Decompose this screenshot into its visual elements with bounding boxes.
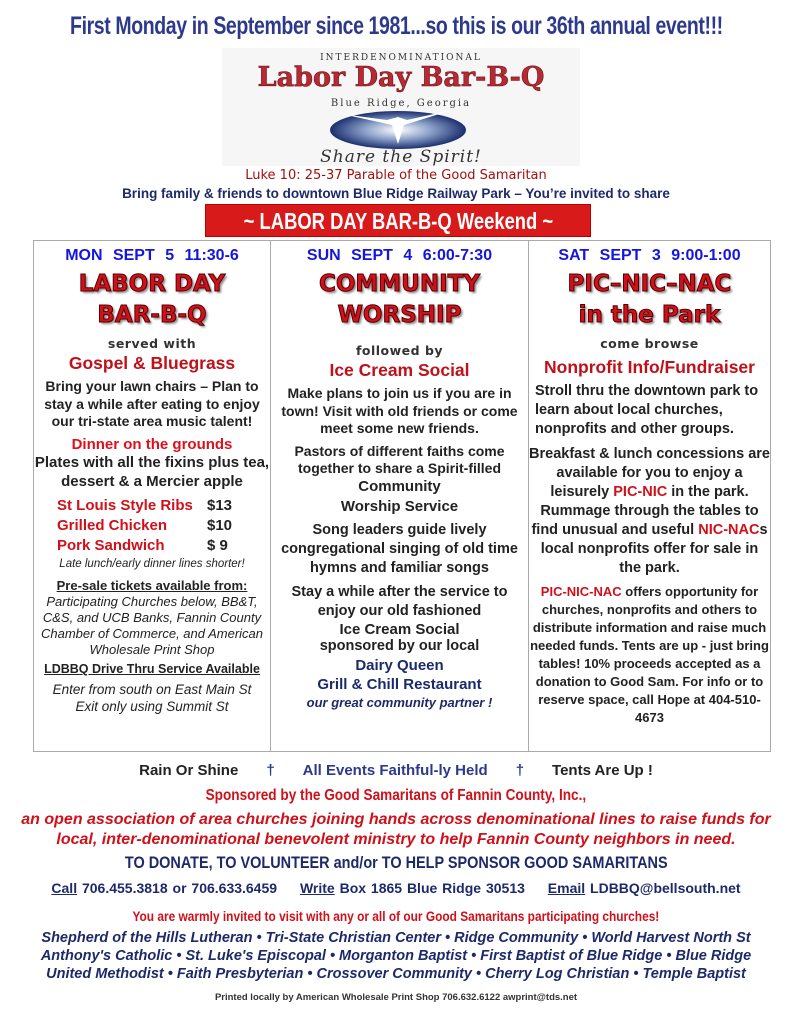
content-flow [0, 240, 792, 1004]
menu-price: $13 [207, 496, 233, 514]
event-heading: WORSHIP [337, 302, 462, 328]
text: offers opportunity for churches, nonprofits and others to distribute information and raise much needed funds. Tents are up - just bring tables! 10% proceeds accepted as a donation to Good Sam. For info or to reserve space, call Hope at 404-510-4673 [530, 584, 769, 725]
event-heading: COMMUNITY [318, 271, 481, 297]
menu-item: St Louis Style Ribs [57, 496, 193, 514]
feature-title: Dinner on the grounds [71, 435, 233, 453]
highlight: Worship Service [340, 498, 459, 515]
subheading: come browse [600, 336, 699, 351]
phone-numbers: 706.455.3818 or 706.633.6459 [77, 880, 278, 896]
paragraph: Bring your lawn chairs – Plan to stay a while after eating to enjoy our tri-state area music talent! [44, 378, 260, 429]
events-grid [33, 240, 771, 752]
church-list: Shepherd of the Hills Lutheran • Tri-State Christian Center • Ridge Community • World Harvest North St Anthony's Catholic • St. Luke's Episcopal • Morganton Baptist • First Baptist of Blue Ridge • Blue Ridge United Methodist • Faith Presbyterian • Crossover Community • Cherry Log Christian • Temple Baptist [40, 930, 752, 982]
feature-title: Gospel & Bluegrass [68, 353, 236, 373]
feature-title: Ice Cream Social [329, 360, 470, 380]
event-logo [222, 48, 580, 166]
paragraph: Make plans to join us if you are in town! Visit with old friends or come meet some new friends. [281, 385, 518, 436]
paragraph [529, 583, 770, 727]
event-heading: BAR-B-Q [97, 302, 207, 328]
drive-thru-exit: Exit only using Summit St [75, 698, 229, 714]
paragraph: sponsored by our local [319, 638, 480, 654]
presale-heading: Pre-sale tickets available from: [56, 577, 248, 593]
menu-item: Pork Sandwich [57, 536, 165, 554]
taglines [0, 762, 792, 780]
cross-icon: † [515, 762, 525, 779]
event-time: SUN SEPT 4 6:00-7:30 [306, 247, 493, 264]
event-time: SAT SEPT 3 9:00-1:00 [558, 247, 741, 264]
subheading: followed by [355, 343, 444, 358]
sponsor-line [0, 786, 792, 805]
rain-or-shine: Rain Or Shine [139, 762, 239, 779]
tents-tagline: Tents Are Up ! [552, 762, 653, 779]
paragraph: Stroll thru the downtown park to learn about local churches, nonprofits and other groups. [535, 383, 759, 437]
text: s local nonprofits offer for sale in the park. [540, 522, 768, 576]
paragraph: Plates with all the fixins plus tea, dessert & a Mercier apple [34, 453, 270, 490]
menu-item: Grilled Chicken [57, 516, 168, 534]
partner-name: Dairy Queen [355, 656, 444, 674]
event-heading: in the Park [578, 302, 721, 328]
paragraph: Song leaders guide lively congregational singing of old time hymns and familiar songs [281, 521, 518, 576]
cross-icon: † [266, 762, 275, 779]
call-label: Call [51, 880, 78, 896]
event-heading: PIC–NIC–NAC [567, 271, 732, 297]
text: Breakfast & lunch concessions are available for you to enjoy a leisurely [529, 446, 770, 500]
invitation-text: You are warmly invited to visit with any or all of our Good Samaritans participating churches! [132, 908, 660, 924]
sponsor-text: Sponsored by the Good Samaritans of Fannin County, Inc., [205, 787, 587, 804]
text: in the park. Rummage through the tables to find unusual and useful [531, 484, 759, 538]
monday-column [34, 241, 271, 751]
partner-name: Grill & Chill Restaurant [317, 676, 482, 693]
email-link[interactable]: LDBBQ@bellsouth.net [585, 880, 741, 896]
svg-text:Share the Spirit!: Share the Spirit! [320, 147, 482, 166]
association-description: an open association of area churches joining hands across denominational lines to raise funds for local, inter-denominational benevolent ministry to help Fannin County neighbors in need. [21, 811, 771, 848]
headline-text: First Monday in September since 1981...so this is our 36th annual event!!! [69, 12, 723, 40]
drive-thru-entry: Enter from south on East Main St [52, 681, 252, 697]
paragraph: Stay a while after the service to enjoy our old fashioned [291, 583, 508, 619]
menu-price: $ 9 [207, 536, 228, 554]
highlight: PIC-NIC-NAC [540, 584, 622, 599]
church-invitation [0, 907, 792, 925]
headline [0, 12, 792, 41]
paragraph: Pastors of different faiths come together to share a Spirit-filled [294, 442, 505, 476]
highlight: NIC-NAC [698, 522, 760, 538]
partner-note: our great community partner ! [306, 694, 493, 710]
invitation-line: Bring family & friends to downtown Blue Ridge Railway Park – You’re invited to share [122, 186, 670, 201]
highlight: Ice Cream Social [339, 620, 460, 638]
mailing-address: Box 1865 Blue Ridge 30513 [334, 880, 525, 896]
feature-title: Nonprofit Info/Fundraiser [544, 357, 755, 377]
faithful-tagline: All Events Faithful-ly Held [302, 762, 488, 779]
donate-line [0, 852, 792, 873]
scripture-reference: Luke 10: 25-37 Parable of the Good Samaritan [245, 168, 547, 183]
donate-text: TO DONATE, TO VOLUNTEER and/or TO HELP SPONSOR GOOD SAMARITANS [124, 853, 668, 872]
sunday-column [271, 241, 529, 751]
menu-price: $10 [207, 516, 233, 534]
svg-text:INTERDENOMINATIONAL: INTERDENOMINATIONAL [320, 53, 482, 63]
email-label: Email [547, 880, 586, 896]
event-time: MON SEPT 5 11:30-6 [65, 247, 239, 264]
event-heading: LABOR DAY [78, 271, 226, 297]
highlight: PIC-NIC [613, 484, 668, 500]
svg-text:Blue Ridge, Georgia: Blue Ridge, Georgia [330, 98, 472, 109]
paragraph [529, 445, 770, 578]
write-label: Write [299, 880, 335, 896]
weekend-banner [205, 204, 591, 237]
svg-text:Labor Day Bar-B-Q: Labor Day Bar-B-Q [257, 62, 545, 93]
price-list [34, 496, 270, 556]
contact-line [0, 880, 792, 897]
banner-text: ~ LABOR DAY BAR-B-Q Weekend ~ [243, 208, 553, 234]
printer-credit: Printed locally by American Wholesale Print Shop 706.632.6122 awprint@tds.net [214, 992, 578, 1003]
note: Late lunch/early dinner lines shorter! [59, 557, 245, 570]
saturday-column [529, 241, 770, 751]
subheading: served with [107, 336, 197, 351]
drive-thru-heading: LDBBQ Drive Thru Service Available [44, 662, 260, 676]
presale-list: Participating Churches below, BB&T, C&S, and UCB Banks, Fannin County Chamber of Commerce, and American Wholesale Print Shop [40, 594, 264, 657]
highlight: Community [358, 477, 441, 495]
